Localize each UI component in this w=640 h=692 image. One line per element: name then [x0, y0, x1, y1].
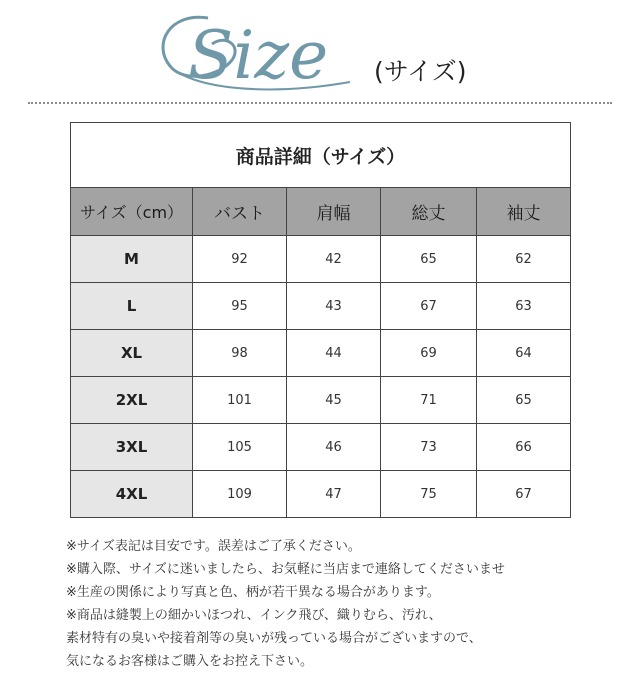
- size-cell: L: [71, 283, 193, 330]
- size-chart-table: [70, 122, 571, 518]
- page-header: [0, 0, 640, 110]
- length-cell: 73: [381, 424, 477, 471]
- length-cell: 67: [381, 283, 477, 330]
- sleeve-cell: 67: [477, 471, 571, 518]
- size-cell: M: [71, 236, 193, 283]
- table-row: [71, 377, 571, 424]
- note-line: 気になるお客様はご購入をお控え下さい。: [66, 654, 314, 669]
- table-header-row: [71, 188, 571, 236]
- table-row: [71, 283, 571, 330]
- column-header-size: サイズ（cm）: [71, 188, 193, 236]
- length-cell: 75: [381, 471, 477, 518]
- page-subtitle: (サイズ): [374, 57, 467, 86]
- size-script-logo: [150, 4, 390, 100]
- logo-text: Size: [188, 17, 329, 94]
- sleeve-cell: 62: [477, 236, 571, 283]
- bust-cell: 105: [193, 424, 287, 471]
- sleeve-cell: 63: [477, 283, 571, 330]
- shoulder-cell: 47: [287, 471, 381, 518]
- length-cell: 71: [381, 377, 477, 424]
- length-cell: 69: [381, 330, 477, 377]
- column-header-shoulder: 肩幅: [287, 188, 381, 236]
- size-cell: XL: [71, 330, 193, 377]
- shoulder-cell: 42: [287, 236, 381, 283]
- bust-cell: 92: [193, 236, 287, 283]
- shoulder-cell: 44: [287, 330, 381, 377]
- column-header-bust: バスト: [193, 188, 287, 236]
- notes-section: [66, 535, 626, 673]
- shoulder-cell: 43: [287, 283, 381, 330]
- column-header-length: 総丈: [381, 188, 477, 236]
- dotted-divider: [28, 102, 612, 104]
- bust-cell: 98: [193, 330, 287, 377]
- table-row: [71, 236, 571, 283]
- shoulder-cell: 45: [287, 377, 381, 424]
- size-cell: 4XL: [71, 471, 193, 518]
- note-line: 素材特有の臭いや接着剤等の臭いが残っている場合がございますので、: [66, 631, 482, 646]
- shoulder-cell: 46: [287, 424, 381, 471]
- column-header-sleeve: 袖丈: [477, 188, 571, 236]
- table-title-row: [71, 123, 571, 188]
- note-line: ※商品は縫製上の細かいほつれ、インク飛び、織りむら、汚れ、: [66, 608, 442, 623]
- note-line: ※生産の関係により写真と色、柄が若干異なる場合があります。: [66, 585, 440, 600]
- sleeve-cell: 66: [477, 424, 571, 471]
- table-row: [71, 330, 571, 377]
- note-line: ※購入際、サイズに迷いましたら、お気軽に当店まで連絡してくださいませ: [66, 562, 505, 577]
- bust-cell: 95: [193, 283, 287, 330]
- table-row: [71, 424, 571, 471]
- bust-cell: 101: [193, 377, 287, 424]
- table-title: 商品詳細（サイズ）: [71, 123, 571, 188]
- sleeve-cell: 65: [477, 377, 571, 424]
- bust-cell: 109: [193, 471, 287, 518]
- table-row: [71, 471, 571, 518]
- note-line: ※サイズ表記は目安です。誤差はご了承ください。: [66, 539, 361, 554]
- sleeve-cell: 64: [477, 330, 571, 377]
- size-cell: 2XL: [71, 377, 193, 424]
- length-cell: 65: [381, 236, 477, 283]
- size-cell: 3XL: [71, 424, 193, 471]
